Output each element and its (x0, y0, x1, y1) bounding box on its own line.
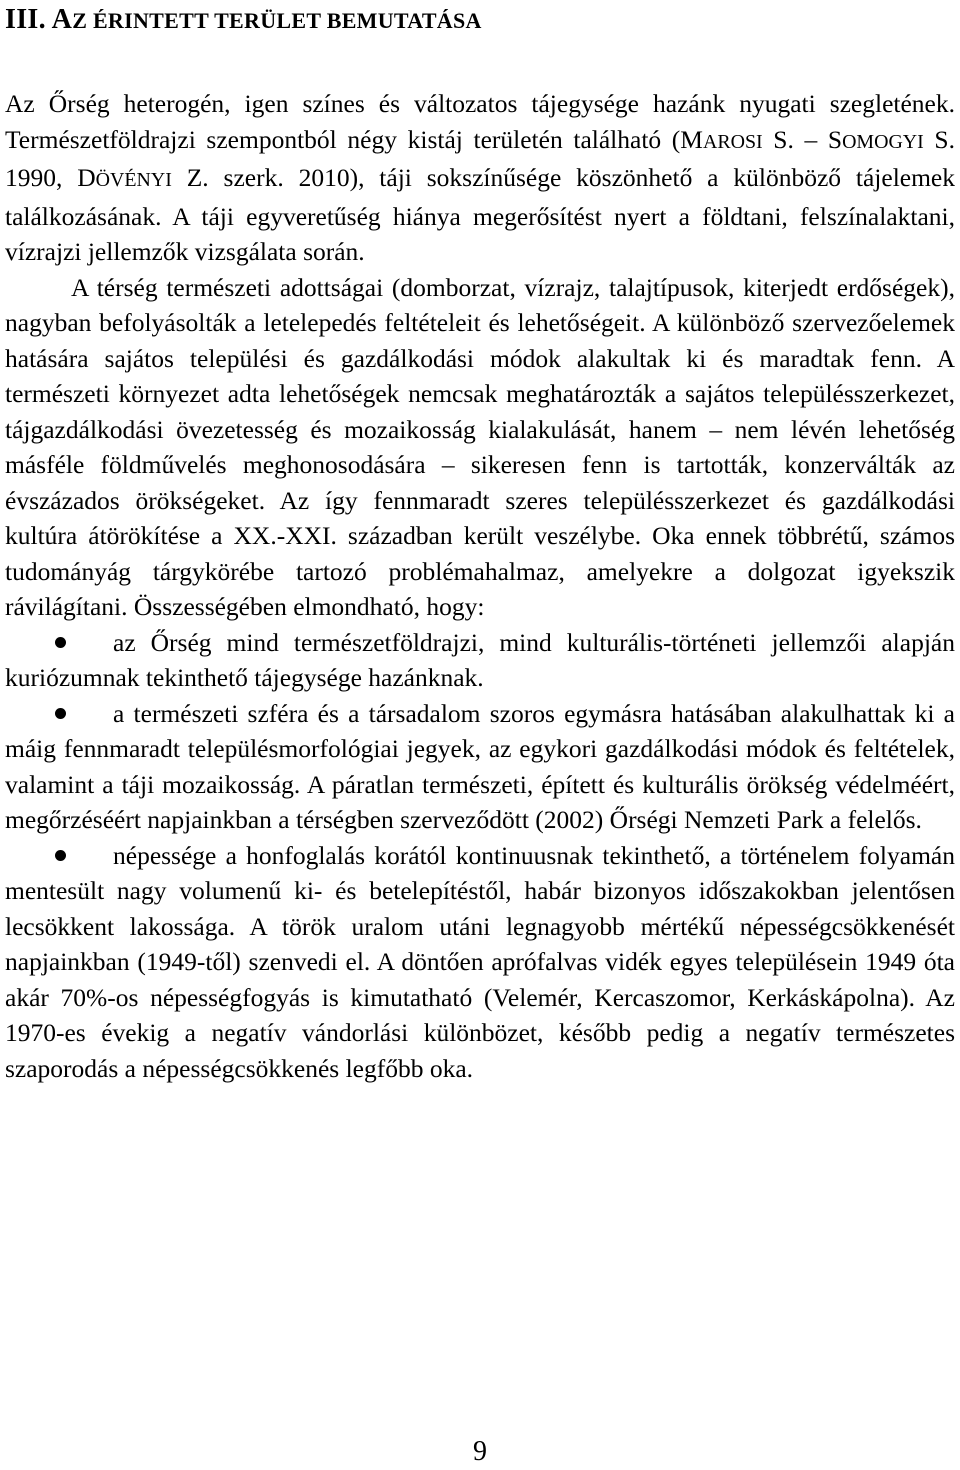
paragraph-intro-text-4: Z. szerk. 2010), táji sokszínűsége köszönhető a különböző tájelemek találkozásának. A táji egyveretűség hiánya megerősítést nyert a földtani, felszínalaktani, vízrajzi jellemzők vizsgálata során. (5, 163, 956, 266)
paragraph-intro-text-3: S. 1990, D (5, 124, 955, 192)
heading-initial: A (51, 4, 73, 35)
bullet-item-1 (5, 625, 955, 696)
paragraph-intro (5, 86, 955, 270)
heading-roman-numeral: III. (5, 4, 46, 35)
page-number: 9 (473, 1436, 487, 1467)
bullet-item-3 (5, 838, 955, 1087)
bullet-dot-icon (55, 708, 66, 719)
paragraph-intro-text-2: S. – S (762, 124, 843, 154)
document-body (5, 86, 955, 1086)
heading-smallcaps: Z ÉRINTETT TERÜLET BEMUTATÁSA (72, 8, 482, 33)
bullet-dot-icon (55, 637, 66, 648)
chapter-heading (5, 0, 482, 41)
bullet-text-3: népessége a honfoglalás korától kontinuusnak tekinthető, a történelem folyamán mentesült nagy volumenű ki- és betelepítéstől, habár bizonyos időszakokban jelentősen lecsökkent lakossága. A török uralom utáni legnagyobb mértékű népességcsökkenését napjainkban (1949-től) szenvedi el. A döntően aprófalvas vidék egyes településein 1949 óta akár 70%-os népességfogyás is kimutatható (Velemér, Kercaszomor, Kerkáskápolna). Az 1970-es évekig a negatív vándorlási különbözet, később pedig a negatív természetes szaporodás a népességcsökkenés legfőbb oka. (5, 840, 955, 1083)
bullet-dot-icon (55, 850, 66, 861)
paragraph-intro-text-1: Az Őrség heterogén, igen színes és változatos tájegysége hazánk nyugati szegletének. Természetföldrajzi szempontból négy kistáj területén található (M (5, 89, 955, 154)
author-name-marosi: AROSI (702, 130, 763, 153)
author-name-somogyi: OMOGYI (842, 130, 924, 153)
bullet-text-2: a természeti szféra és a társadalom szoros egymásra hatásában alakulhattak ki a máig fennmaradt településmorfológiai jegyek, az egykori gazdálkodási módok és feltételek, valamint a táji mozaikosság. A páratlan természeti, épített és kulturális örökség védelméért, megőrzéséért napjainkban a térségben szerveződött (2002) Őrségi Nemzeti Park a felelős. (5, 698, 955, 834)
author-name-dovenyi: ÖVÉNYI (95, 169, 172, 191)
paragraph-natural-conditions: A térség természeti adottságai (domborzat, vízrajz, talajtípusok, kiterjedt erdőségek), nagyban befolyásolták a letelepedés feltételeit és lehetőségeit. A különböző szervezőelemek hatására sajátos települési és gazdálkodási módok alakultak ki és maradtak fenn. A természeti környezet adta lehetőségek nemcsak meghatározták a sajátos településszerkezet, tájgazdálkodási övezetesség és mozaikosság kialakulását, hanem – nem lévén lehetőség másféle földművelés meghonosodására – sikeresen fenn is tartották, konzerválták az évszázados örökségeket. Az így fennmaradt szeres településszerkezet és gazdálkodási kultúra átörökítése a XX.-XXI. században került veszélybe. Oka ennek többrétű, számos tudományág tárgykörébe tartozó problémahalmaz, amelyekre a dolgozat igyekszik rávilágítani. Összességében elmondható, hogy: (5, 272, 955, 621)
bullet-item-2 (5, 696, 955, 838)
bullet-text-1: az Őrség mind természetföldrajzi, mind kulturális-történeti jellemzői alapján kuriózumnak tekinthető tájegysége hazánknak. (5, 627, 955, 692)
